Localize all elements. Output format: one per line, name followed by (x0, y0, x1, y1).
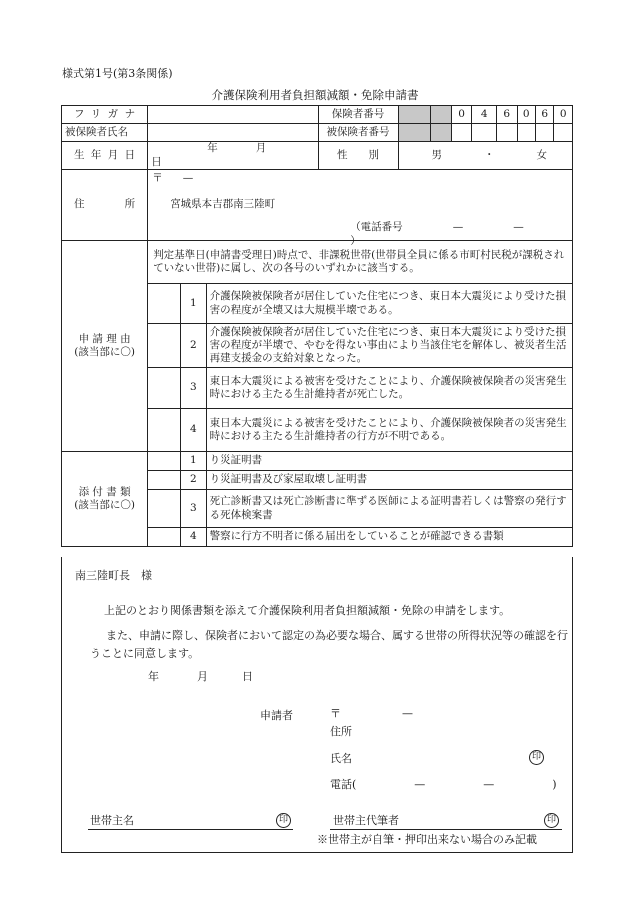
attachment-text: り災証明書及び家屋取壊し証明書 (206, 471, 572, 490)
insured-number-cell[interactable] (451, 124, 472, 142)
dob-label: 生年月日 (62, 142, 148, 170)
insured-number-cell (398, 124, 431, 142)
attachment-checkbox[interactable] (148, 528, 181, 547)
reason-number: 4 (181, 409, 207, 452)
dob-year-unit: 年 (207, 142, 218, 154)
insurer-digit: 0 (451, 106, 472, 124)
reason-checkbox[interactable] (148, 368, 181, 409)
date-month-unit: 月 (197, 670, 208, 683)
insured-number-cell[interactable] (472, 124, 497, 142)
insured-number-cell[interactable] (536, 124, 554, 142)
attachment-checkbox[interactable] (148, 452, 181, 471)
seal-icon: 印 (529, 750, 544, 765)
insurer-digit: 4 (472, 106, 497, 124)
seal-icon: 印 (544, 813, 559, 828)
attachment-number: 2 (181, 471, 207, 490)
applicant-address-label: 住所 (330, 725, 352, 738)
reason-label-title: 申 請 理 由 (78, 332, 131, 345)
proxy-signature-line[interactable] (330, 829, 562, 830)
phone-close: ) (552, 778, 557, 791)
insurer-digit: 6 (497, 106, 518, 124)
insured-name-label: 被保険者氏名 (62, 124, 148, 142)
declaration-text: 上記のとおり関係書類を添えて介護保険利用者負担額減額・免除の申請をします。 (104, 604, 511, 617)
householder-name-label: 世帯主名 (90, 814, 134, 827)
applicant-name-label: 氏名 (330, 752, 352, 765)
insurer-digit: 0 (554, 106, 573, 124)
postal-dash: — (182, 172, 194, 185)
reason-text: 介護保険被保険者が居住していた住宅につき、東日本大震災により受けた損害の程度が全壊又は大規模半壊である。 (206, 284, 572, 324)
dob-day-unit: 日 (151, 155, 162, 168)
application-date[interactable] (148, 670, 253, 684)
attachment-label (62, 452, 148, 547)
applicant-label: 申請者 (260, 709, 293, 722)
insured-number-cell[interactable] (554, 124, 573, 142)
sex-field[interactable] (398, 142, 572, 170)
seal-icon: 印 (276, 813, 291, 828)
phone-dash: — (513, 221, 524, 234)
sex-label: 性 別 (318, 142, 398, 170)
proxy-writer-label: 世帯主代筆者 (333, 814, 399, 827)
applicant-phone[interactable] (330, 778, 557, 792)
reason-text: 東日本大震災による被害を受けたことにより、介護保険被保険者の災害発生時における主たる生計維持者の行方が不明である。 (206, 409, 572, 452)
form-number: 様式第1号(第3条関係) (62, 67, 173, 80)
attachment-checkbox[interactable] (148, 490, 181, 528)
dob-field[interactable] (148, 142, 318, 170)
female-option[interactable]: 女 (536, 148, 548, 161)
insured-number-cell (431, 124, 452, 142)
reason-label-note: (該当部に〇) (74, 346, 135, 359)
phone-open: （電話番号 (350, 221, 403, 234)
insurer-digit: 0 (517, 106, 535, 124)
applicant-postal-mark: 〒 (330, 707, 341, 720)
insurer-number-label: 保険者番号 (318, 106, 398, 124)
reason-checkbox[interactable] (148, 284, 181, 324)
reason-checkbox[interactable] (148, 409, 181, 452)
dot-separator: ・ (484, 148, 495, 161)
address-field[interactable] (148, 170, 573, 247)
insured-name-field[interactable] (148, 124, 318, 142)
insurer-digit: 6 (536, 106, 554, 124)
phone-close: ） (350, 234, 361, 247)
application-form-table (61, 105, 573, 547)
phone-dash: — (452, 221, 464, 234)
insured-number-cell[interactable] (497, 124, 518, 142)
attachment-label-title: 添 付 書 類 (78, 485, 131, 498)
reason-intro: 判定基準日(申請書受理日)時点で、非課税世帯(世帯員全員に係る市町村民税が課税されていない世帯)に属し、次の各号のいずれかに該当する。 (148, 241, 573, 284)
phone-dash: — (483, 778, 495, 791)
phone-open: 電話( (330, 778, 357, 791)
male-option[interactable]: 男 (431, 148, 443, 161)
reason-number: 1 (181, 284, 207, 324)
attachment-text: 死亡診断書又は死亡診断書に準ずる医師による証明書若しくは警察の発行する死体検案書 (206, 490, 572, 528)
declaration-section (61, 557, 573, 853)
reason-text: 介護保険被保険者が居住していた住宅につき、東日本大震災により受けた損害の程度が半壊で、やむを得ない事由により当該住宅を解体し、被災者生活再建支援金の支給対象となった。 (206, 324, 572, 368)
postal-mark: 〒 (152, 172, 163, 185)
insured-number-label: 被保険者番号 (318, 124, 398, 142)
consent-text: また、申請に際し、保険者において認定の為必要な場合、属する世帯の所得状況等の確認を行うことに同意します。 (90, 629, 568, 661)
dob-month-unit: 月 (255, 142, 267, 154)
attachment-label-note: (該当部に〇) (74, 499, 135, 512)
furigana-field[interactable] (148, 106, 318, 124)
reason-checkbox[interactable] (148, 324, 181, 368)
date-year-unit: 年 (148, 670, 159, 683)
phone-dash: — (414, 778, 426, 791)
form-title: 介護保険利用者負担額減額・免除申請書 (211, 88, 419, 102)
insurer-number-cell (431, 106, 452, 124)
date-day-unit: 日 (242, 670, 253, 683)
addressee: 南三陸町長 様 (75, 569, 152, 582)
attachment-number: 1 (181, 452, 207, 471)
insured-number-cell[interactable] (517, 124, 535, 142)
householder-signature-line[interactable] (88, 829, 293, 830)
proxy-note: ※世帯主が自筆・押印出来ない場合のみ記載 (317, 833, 537, 846)
attachment-text: 警察に行方不明者に係る届出をしていることが確認できる書類 (206, 528, 572, 547)
reason-text: 東日本大震災による被害を受けたことにより、介護保険被保険者の災害発生時における主たる生計維持者が死亡した。 (206, 368, 572, 409)
furigana-label: フリガナ (62, 106, 148, 124)
address-label: 住 所 (62, 170, 148, 241)
reason-label (62, 241, 148, 452)
insurer-number-cell (398, 106, 431, 124)
attachment-checkbox[interactable] (148, 471, 181, 490)
attachment-number: 4 (181, 528, 207, 547)
reason-number: 3 (181, 368, 207, 409)
address-city: 宮城県本吉郡南三陸町 (170, 198, 276, 211)
attachment-number: 3 (181, 490, 207, 528)
applicant-postal-dash: — (402, 707, 413, 720)
reason-number: 2 (181, 324, 207, 368)
attachment-text: り災証明書 (206, 452, 572, 471)
